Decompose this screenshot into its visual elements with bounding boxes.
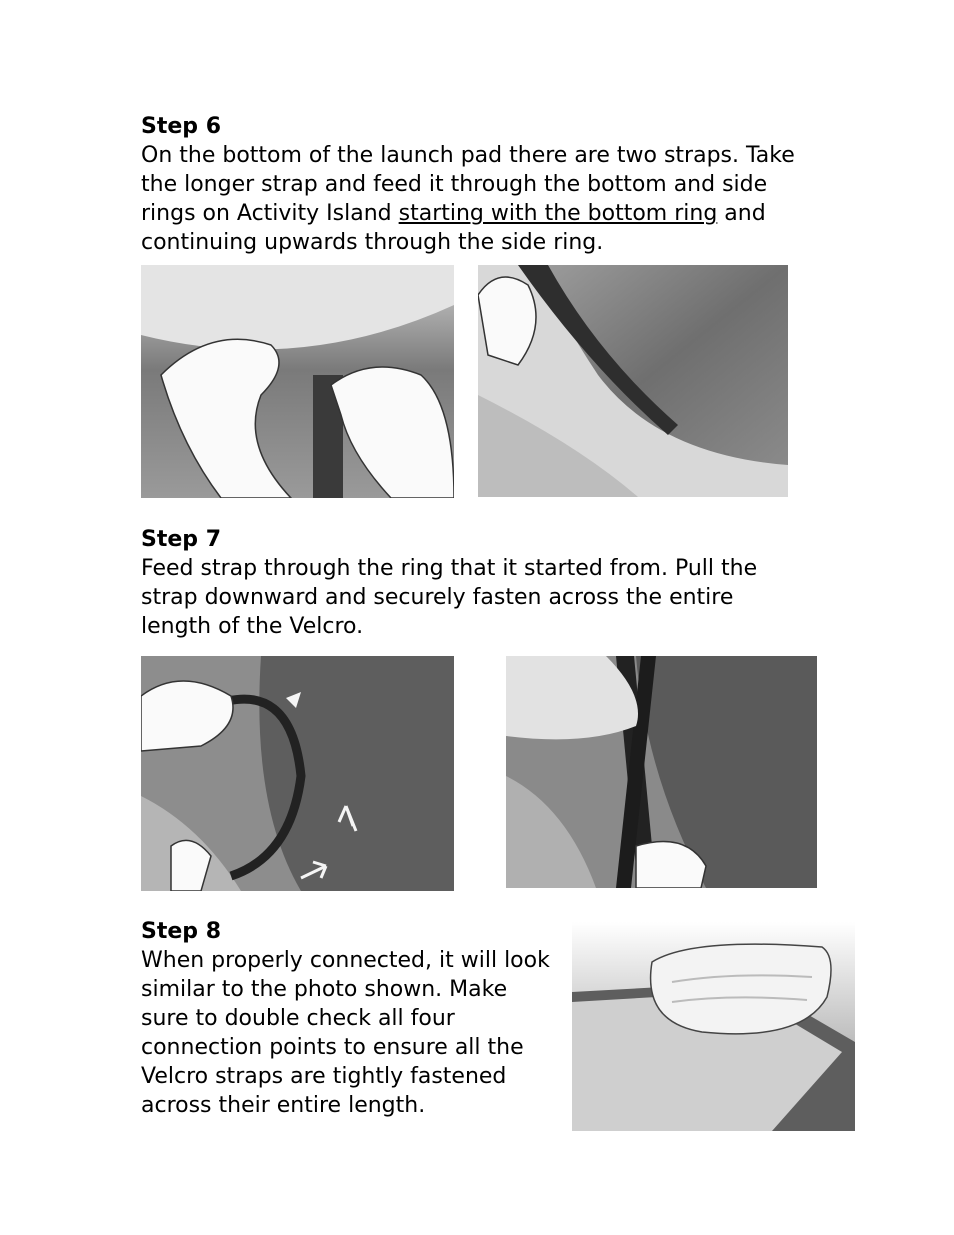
step-6-text-before: On the bottom of the launch pad there are two straps. Take the longer strap and feed it through the bottom and side rings on Activity Island: [141, 143, 795, 226]
step-8-photo-connected-launch-pad: [572, 922, 855, 1131]
step-7-photo-feeding-strap-with-arrows: [141, 656, 454, 891]
step-8-heading: Step 8: [141, 919, 221, 944]
step-7-text: Feed strap through the ring that it started from. Pull the strap downward and securely fasten across the entire length of the Velcro.: [141, 556, 758, 639]
step-8-text: When properly connected, it will look similar to the photo shown. Make sure to double check all four connection points to ensure all the Velcro straps are tightly fastened across their entire length.: [141, 948, 550, 1118]
step-6-heading: Step 6: [141, 114, 221, 139]
step-7-photo-pulling-strap-downward: [506, 656, 817, 888]
step-6-text-underlined: starting with the bottom ring: [398, 201, 718, 226]
step-7-heading: Step 7: [141, 527, 221, 552]
step-6-text-after: and continuing upwards through the side ring.: [141, 201, 766, 255]
step-6-text: [141, 141, 821, 257]
step-6-photo-strap-through-side-ring: [478, 265, 788, 497]
step-6-photo-hands-threading-strap: [141, 265, 454, 498]
